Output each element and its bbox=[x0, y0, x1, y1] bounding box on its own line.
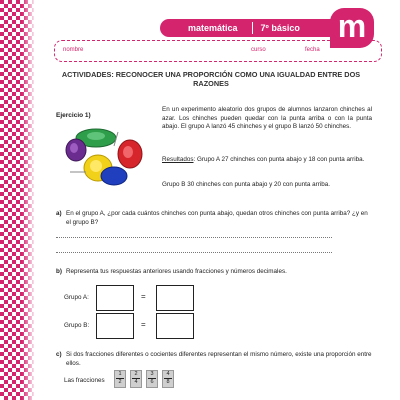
question-b-letter: b) bbox=[56, 268, 62, 275]
results-label: Resultados bbox=[162, 156, 194, 163]
logo: m bbox=[330, 8, 374, 48]
fraction-card bbox=[130, 370, 142, 388]
course-label: curso bbox=[251, 47, 266, 53]
fraction-denominator: 4 bbox=[134, 379, 138, 385]
grade-label: 7º básico bbox=[260, 23, 300, 33]
thumbtack-red bbox=[118, 140, 142, 168]
group-b-decimal-box[interactable] bbox=[156, 313, 194, 339]
question-a-text: En el grupo A, ¿por cada cuántos chinches con punta abajo, quedan otros chinches con punta arriba? ¿y en el grupo B? bbox=[66, 210, 368, 226]
subject-label: matemática bbox=[188, 23, 238, 33]
question-a-letter: a) bbox=[56, 210, 62, 217]
fraction-numerator: 1 bbox=[118, 371, 122, 377]
question-c-letter: c) bbox=[56, 351, 62, 358]
group-a-label: Grupo A: bbox=[64, 294, 89, 301]
question-a bbox=[56, 210, 374, 227]
results-a-text: : Grupo A 27 chinches con punta abajo y 18 con punta arriba. bbox=[193, 156, 365, 163]
fraction-denominator: 6 bbox=[150, 379, 154, 385]
answer-line[interactable] bbox=[56, 252, 332, 253]
fraction-card bbox=[162, 370, 174, 388]
fraction-denominator: 8 bbox=[166, 379, 170, 385]
thumbtack-purple bbox=[66, 139, 86, 161]
exercise-label: Ejercicio 1) bbox=[56, 112, 91, 119]
fraction-card bbox=[114, 370, 126, 388]
group-a-fraction-box[interactable] bbox=[96, 285, 134, 311]
question-c-text: Si dos fracciones diferentes o cocientes diferentes representan el mismo número, existe una proporción entre ellos. bbox=[66, 351, 372, 367]
fractions-label: Las fracciones bbox=[64, 377, 105, 384]
results-group-a bbox=[162, 156, 372, 165]
fraction-numerator: 2 bbox=[134, 371, 138, 377]
fraction-numerator: 3 bbox=[150, 371, 154, 377]
group-b-fraction-box[interactable] bbox=[96, 313, 134, 339]
equals-sign: = bbox=[141, 320, 146, 329]
question-b-text: Representa tus respuestas anteriores usando fracciones y números decimales. bbox=[66, 268, 287, 275]
results-group-b: Grupo B 30 chinches con punta abajo y 20 con punta arriba. bbox=[162, 181, 331, 188]
thumbtack-blue bbox=[101, 167, 127, 185]
student-info-box bbox=[54, 40, 382, 62]
pattern-fade bbox=[22, 0, 36, 400]
equals-sign: = bbox=[141, 292, 146, 301]
thumbtacks-image bbox=[56, 124, 146, 186]
answer-line[interactable] bbox=[56, 237, 332, 238]
group-a-decimal-box[interactable] bbox=[156, 285, 194, 311]
question-b bbox=[56, 268, 374, 275]
group-b-label: Grupo B: bbox=[64, 322, 90, 329]
fraction-denominator: 2 bbox=[118, 379, 122, 385]
date-label: fecha bbox=[305, 47, 320, 53]
fraction-numerator: 4 bbox=[166, 371, 170, 377]
header-divider bbox=[252, 22, 253, 34]
name-label: nombre bbox=[63, 47, 84, 53]
page-title: ACTIVIDADES: RECONOCER UNA PROPORCIÓN COMO UNA IGUALDAD ENTRE DOS RAZONES bbox=[61, 70, 361, 88]
exercise-intro: En un experimento aleatorio dos grupos de alumnos lanzaron chinches al azar. Los chinches pueden quedar con la punta arriba o con la punta abajo. El grupo A lanzó 45 chinches y el grupo B lanzó 50 chinches. bbox=[162, 106, 372, 130]
fraction-card bbox=[146, 370, 158, 388]
question-c bbox=[56, 351, 374, 368]
